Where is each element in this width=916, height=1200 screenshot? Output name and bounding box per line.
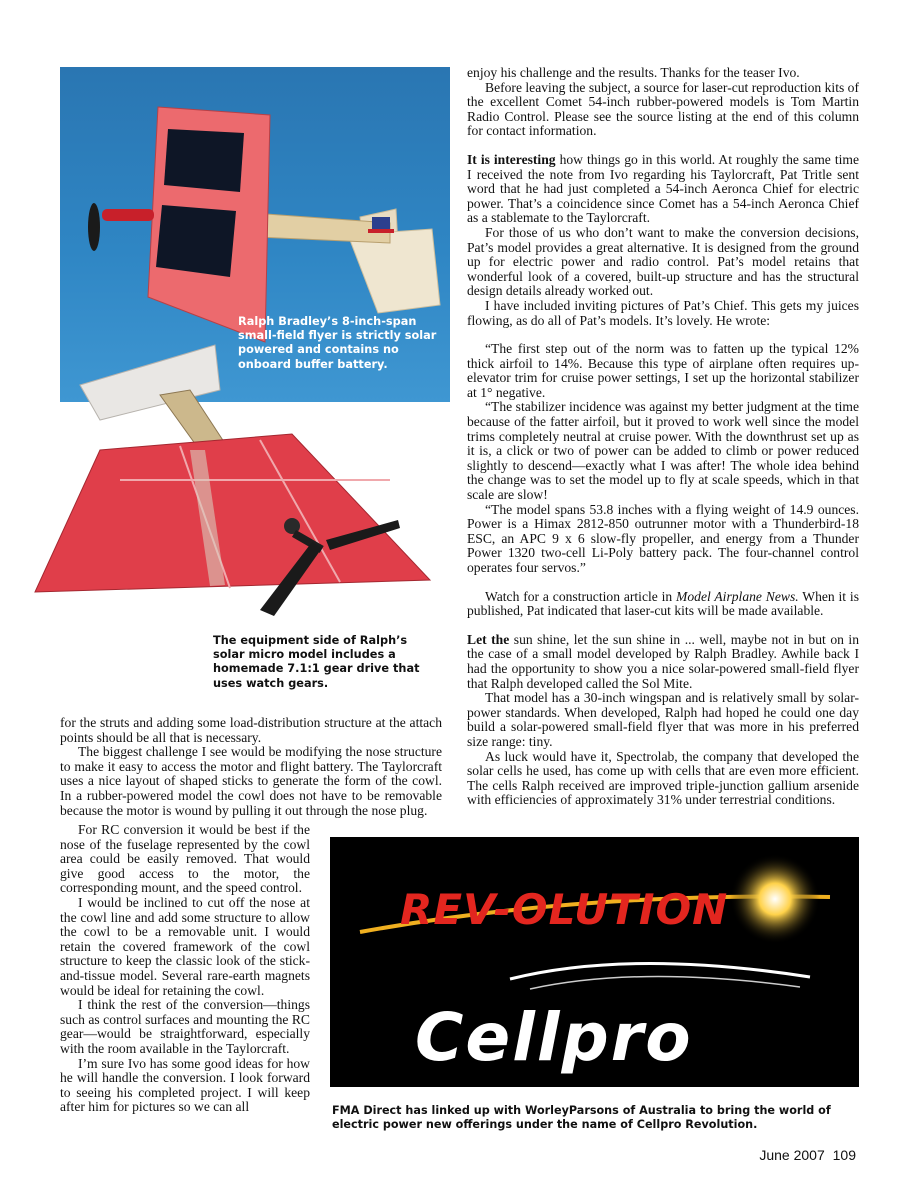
right-paragraph-1: enjoy his challenge and the results. Thanks for the teaser Ivo. bbox=[467, 65, 800, 80]
lead-in-let-the: Let the bbox=[467, 631, 510, 647]
right-paragraph-2: Before leaving the subject, a source for laser-cut reproduction kits of the excellent Comet 54-inch rubber-powered models is Tom Martin Radio Control. Please see the source listing at the end of this column for contact information. bbox=[467, 79, 859, 139]
left-paragraph-4: I would be inclined to cut off the nose at the cowl line and add some structure to allow the cowl to be a removable unit. I would retain the covered framework of the cowl structure to keep the classic look of the stick-and-tissue model. Several rare-earth magnets would be ideal for retaining the cowl. bbox=[60, 894, 310, 998]
left-paragraph-2: The biggest challenge I see would be modifying the nose structure to make it easy to access the motor and flight battery. The Taylorcraft uses a nice layout of shaped sticks to generate the form of the cowl. In a rubber-powered model the cowl does not have to be removable because the motor is wound by pulling it out through the nose plug. bbox=[60, 744, 442, 818]
right-paragraph-7: Let the sun shine, let the sun shine in ... well, maybe not in but on in the case of a small model developed by Ralph Bradley. Awhile back I had the opportunity to show you a nice solar-powered small-field flyer that Ralph developed called the Sol Mite. bbox=[467, 631, 859, 691]
cellpro-ad bbox=[330, 837, 859, 1087]
left-column-narrow bbox=[60, 823, 310, 1115]
quote-paragraph-1: “The first step out of the norm was to fatten up the typical 12% thick airfoil to 14%. Because this type of airplane often requires up-elevator trim for cruise power settings, I set up the horizontal stabilizer at 1° negative. bbox=[467, 341, 859, 400]
left-column-top bbox=[60, 716, 442, 818]
magazine-title: Model Airplane News. bbox=[676, 588, 799, 604]
revolution-logo: REV-OLUTION bbox=[400, 885, 729, 934]
right-paragraph-4: For those of us who don’t want to make the conversion decisions, Pat’s model provides a great alternative. It is designed from the ground up for electric power and radio control. Pat’s model retains that wonderful look of a covered, built-up structure and has the structural design details already worked out. bbox=[467, 224, 859, 299]
quote-paragraph-3: “The model spans 53.8 inches with a flying weight of 14.9 ounces. Power is a Himax 2812-850 outrunner motor with a Thunderbird-18 ESC, an APC 9 x 6 slow-fly propeller, and energy from a Thunder Power 1320 two-cell Li-Poly battery pack. The four-channel control operates four servos.” bbox=[467, 501, 859, 575]
photo2-caption: The equipment side of Ralph’s solar micro model includes a homemade 7.1:1 gear drive that uses watch gears. bbox=[213, 634, 420, 690]
right-paragraph-5: I have included inviting pictures of Pat’s Chief. This gets my juices flowing, as do all of Pat’s models. It’s lovely. He wrote: bbox=[467, 297, 859, 328]
left-paragraph-5: I think the rest of the conversion—things such as control surfaces and mounting the RC gear—would be straightforward, especially with the room available in the Taylorcraft. bbox=[60, 997, 310, 1056]
right-paragraph-8: That model has a 30-inch wingspan and is relatively small by solar-power standards. When developed, Ralph had hoped he could one day build a solar-powered small-field flyer that was more in his preferred size range: tiny. bbox=[467, 690, 859, 749]
photo1-caption: Ralph Bradley’s 8-inch-span small-field flyer is strictly solar powered and contains no onboard buffer battery. bbox=[238, 315, 437, 371]
right-paragraph-9: As luck would have it, Spectrolab, the company that developed the solar cells he used, has come up with cells that are even more efficient. The cells Ralph received are improved triple-junction gallium arsenide with efficiencies of approximately 31% under terrestrial conditions. bbox=[467, 748, 859, 808]
left-paragraph-6: I’m sure Ivo has some good ideas for how he will handle the conversion. I look forward to seeing his completed project. I will keep after him for pictures so we can all bbox=[60, 1055, 310, 1115]
right-paragraph-6: Watch for a construction article in Model Airplane News. When it is published, Pat indicated that laser-cut kits will be made available. bbox=[467, 588, 859, 619]
photo-equipment-side bbox=[30, 330, 450, 690]
issue-date: June 2007 bbox=[759, 1147, 825, 1163]
left-paragraph-3: For RC conversion it would be best if the nose of the fuselage represented by the cowl area could be easily removed. That would give good access to the motor, the corresponding mount, and the speed control. bbox=[60, 822, 310, 896]
quote-paragraph-2: “The stabilizer incidence was against my better judgment at the time because of the fatter airfoil, but it proved to work well since the model trims completely neutral at cruise power. With the downthrust set up as it is, a click or two of power can be added to climb or power reduced slightly to descend—exactly what I was after! The whole idea behind the change was to set the model up to fly at scale speeds, which in that scale are slow! bbox=[467, 399, 859, 503]
lead-in-interesting: It is interesting bbox=[467, 151, 556, 167]
left-paragraph-1: for the struts and adding some load-distribution structure at the attach points should be all that is necessary. bbox=[60, 715, 442, 745]
equipment-side-illustration bbox=[30, 330, 450, 660]
page-footer bbox=[759, 1147, 856, 1163]
page-number: 109 bbox=[832, 1147, 856, 1163]
ad-caption: FMA Direct has linked up with WorleyParsons of Australia to bring the world of electric power new offerings under the name of Cellpro Revolution. bbox=[332, 1104, 831, 1132]
right-column bbox=[467, 66, 859, 808]
right-paragraph-3: It is interesting how things go in this world. At roughly the same time I received the note from Ivo regarding his Taylorcraft, Pat Tritle sent word that he had just completed a 54-inch Aeronca Chief for electric power. That’s a coincidence since Comet has a 54-inch Aeronca Chief as a stablemate to the Taylorcraft. bbox=[467, 151, 859, 226]
cellpro-logo: Cellpro bbox=[415, 999, 693, 1076]
